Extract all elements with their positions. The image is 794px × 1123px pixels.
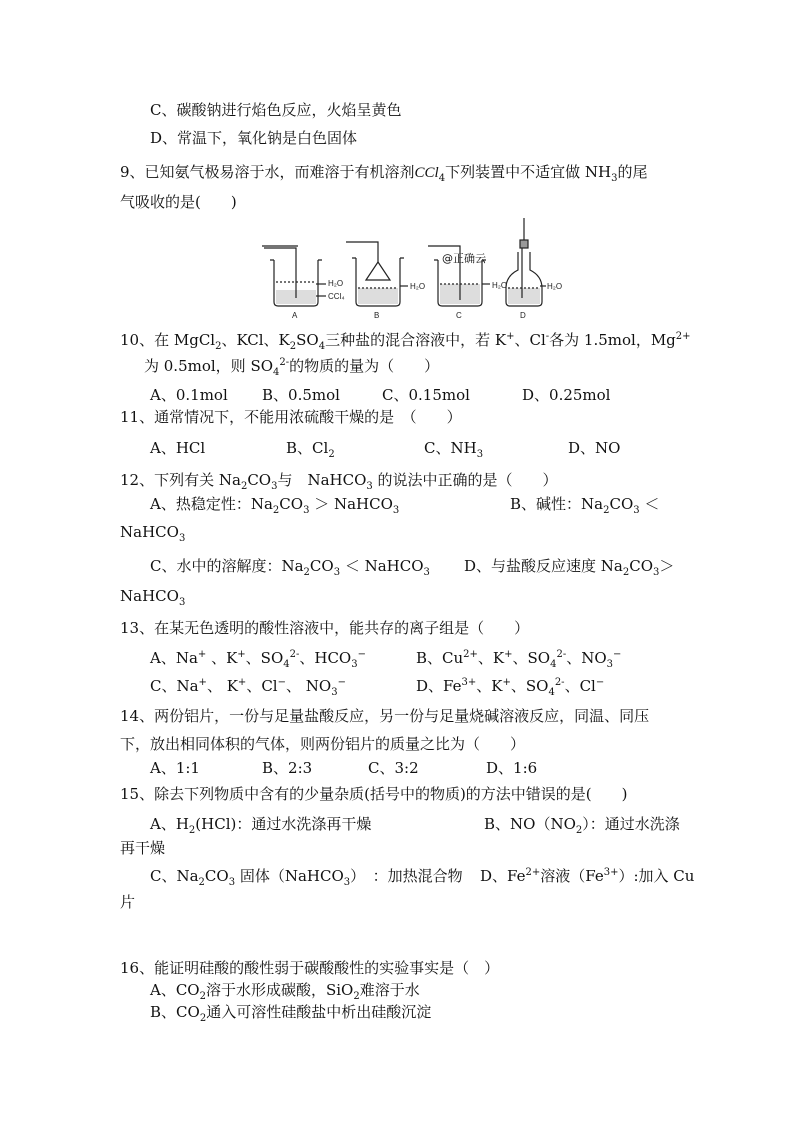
q15-stem: 15、除去下列物质中含有的少量杂质(括号中的物质)的方法中错误的是( ) <box>120 785 628 803</box>
q16-stem: 16、能证明硅酸的酸性弱于碳酸酸性的实验事实是（ ） <box>120 959 500 977</box>
q9-stem: 9、已知氨气极易溶于水，而难溶于有机溶剂CCl$_4$下列装置中不适宜做 $NH_3$的尾 <box>120 163 648 184</box>
figure-label-d: D <box>520 311 526 320</box>
q14-option-c: C、3:2 <box>368 759 419 777</box>
q12-option-b-cont: NaHCO$_3$ <box>120 523 186 544</box>
q10-stem-line2: 为 0.5mol，则 $SO_4^{2-}$的物质的量为（ ） <box>144 357 440 378</box>
q10-stem: 10、在 MgCl$_2$、KCl、$K_2SO_4$三种盐的混合溶液中，若 K+、Cl-各为 1.5mol，$Mg^{2+}$ <box>120 331 691 352</box>
q12-option-b: B、碱性：$Na_2CO_3$ ＜ <box>510 495 660 516</box>
q12-option-d-cont: NaHCO$_3$ <box>120 587 186 608</box>
q11-stem: 11、通常情况下，不能用浓硫酸干燥的是 （ ） <box>120 408 462 426</box>
q10-option-c: C、0.15mol <box>382 386 470 404</box>
figure-c-h2o: H₂O <box>492 281 508 290</box>
q13-stem: 13、在某无色透明的酸性溶液中，能共存的离子组是（ ） <box>120 619 530 637</box>
q9-stem-line2: 气吸收的是( ) <box>120 193 237 211</box>
q14-option-b: B、2:3 <box>262 759 313 777</box>
q8-option-d: D、常温下，氧化钠是白色固体 <box>150 129 358 147</box>
q14-option-a: A、1:1 <box>150 759 200 777</box>
q12-stem: 12、下列有关 $Na_2CO_3$与 NaHCO$_3$ 的说法中正确的是（ ） <box>120 471 558 492</box>
watermark: @正确云 <box>442 252 486 265</box>
q14-stem: 14、两份铝片，一份与足量盐酸反应，另一份与足量烧碱溶液反应，同温、同压 <box>120 707 650 725</box>
q12-option-a: A、热稳定性：$Na_2CO_3$ ＞ NaHCO$_3$ <box>150 495 400 516</box>
q15-option-d: D、$Fe^{2+}$溶液$(Fe^{3+})$:加入 Cu <box>480 867 695 885</box>
q9-apparatus-figure <box>256 218 562 326</box>
figure-b-h2o: H₂O <box>410 282 426 291</box>
apparatus-b <box>346 242 408 306</box>
q16-option-b: B、$CO_2$通入可溶性硅酸盐中析出硅酸沉淀 <box>150 1003 432 1024</box>
q10-option-d: D、0.25mol <box>522 386 611 404</box>
figure-d-h2o: H₂O <box>547 282 562 291</box>
q14-stem-line2: 下，放出相同体积的气体，则两份铝片的质量之比为（ ） <box>120 735 526 753</box>
figure-label-b: B <box>374 311 380 320</box>
q10-option-a: A、0.1mol <box>150 386 228 404</box>
figure-a-h2o: H₂O <box>328 279 344 288</box>
q13-option-a: A、Na+ 、K+、$SO_4^{2-}$、$HCO_3^-$ <box>150 649 366 670</box>
q11-option-d: D、NO <box>568 439 621 457</box>
q15-option-d-cont: 片 <box>120 893 136 911</box>
q12-option-d: D、与盐酸反应速度 $Na_2CO_3>$ <box>464 557 675 578</box>
q15-option-a: A、$H_2(HCl)$：通过水洗涤再干燥 <box>150 815 372 836</box>
q15-option-b-cont: 再干燥 <box>120 839 166 857</box>
apparatus-d <box>506 218 546 306</box>
q12-option-c: C、水中的溶解度：$Na_2CO_3$ ＜ NaHCO$_3$ <box>150 557 430 578</box>
q8-option-c: C、碳酸钠进行焰色反应，火焰呈黄色 <box>150 101 402 119</box>
figure-label-a: A <box>292 311 298 320</box>
q13-option-c: C、Na+、 K+、Cl−、 $NO_3^-$ <box>150 677 346 698</box>
q14-option-d: D、1:6 <box>486 759 538 777</box>
q11-option-b: B、$Cl_2$ <box>286 439 335 460</box>
apparatus-a <box>262 246 326 306</box>
figure-a-ccl4: CCl₄ <box>328 292 345 301</box>
q16-option-a: A、$CO_2$溶于水形成碳酸，SiO$_2$难溶于水 <box>150 981 420 1002</box>
q13-option-b: B、$Cu^{2+}$、K+、$SO_4^{2-}$、$NO_3^-$ <box>416 649 622 670</box>
q10-option-b: B、0.5mol <box>262 386 340 404</box>
q11-option-a: A、HCl <box>150 439 206 457</box>
q11-option-c: C、$NH_3$ <box>424 439 484 460</box>
figure-label-c: C <box>456 311 462 320</box>
q13-option-d: D、$Fe^{3+}$、K+、$SO_4^{2-}$、Cl− <box>416 677 605 698</box>
q15-option-b: B、$NO(NO_2)$：通过水洗涤 <box>484 815 680 836</box>
q15-option-c: C、$Na_2CO_3$ 固体（NaHCO$_3$） ：加热混合物 <box>150 867 463 888</box>
